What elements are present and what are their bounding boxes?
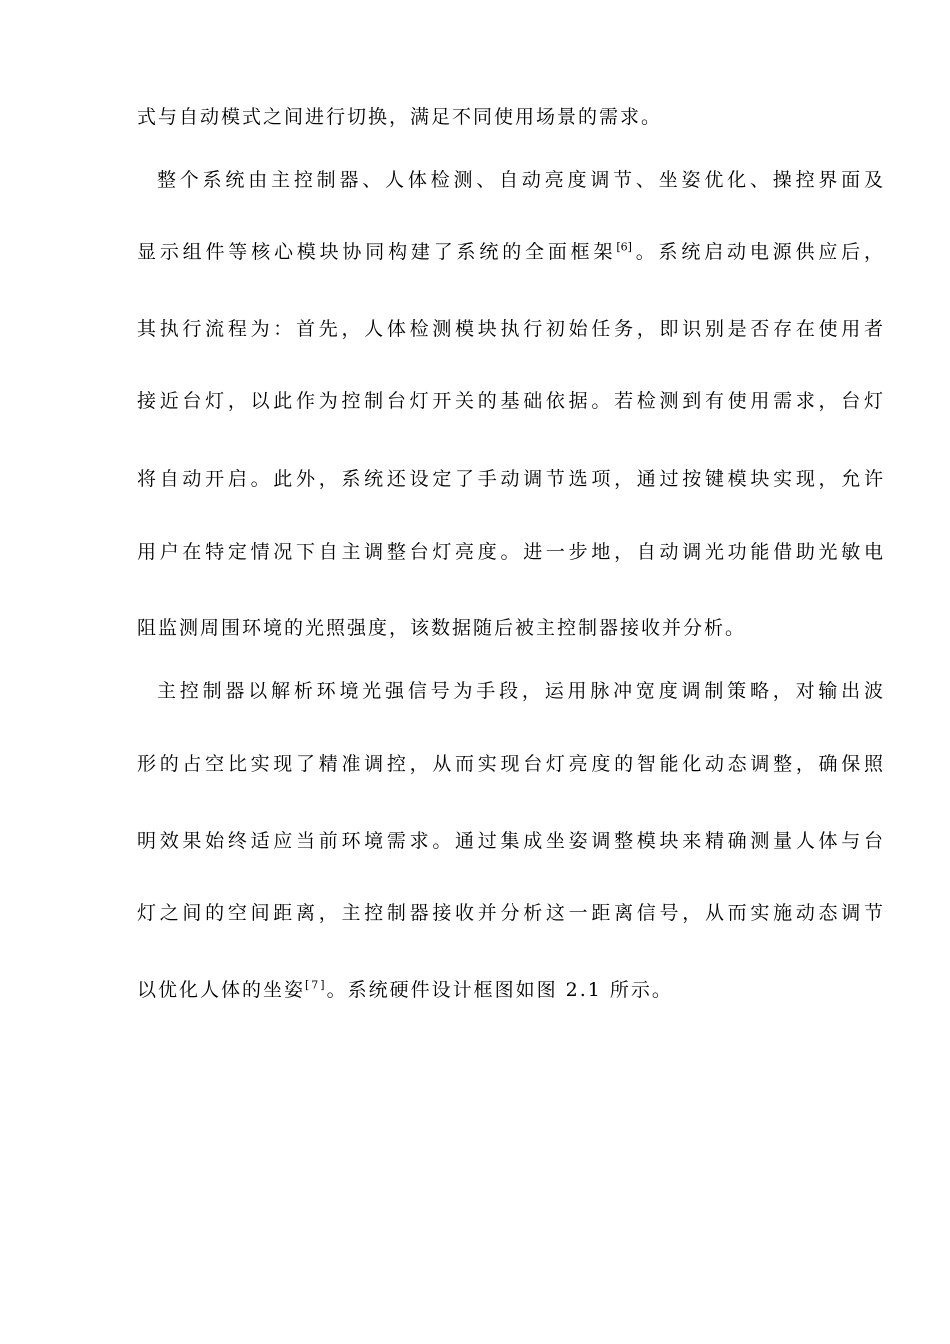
line-text: 以优化人体的坐姿 xyxy=(137,979,306,1001)
paragraph-line: 式与自动模式之间进行切换，满足不同使用场景的需求。 xyxy=(137,106,663,128)
line-text: 。系统启动电源供应后， xyxy=(631,241,883,263)
paragraph-line xyxy=(137,237,883,267)
paragraph-line xyxy=(137,975,883,1005)
line-text: 显示组件等核心模块协同构建了系统的全面框架 xyxy=(137,241,617,263)
paragraph-line: 主控制器以解析环境光强信号为手段，运用脉冲宽度调制策略，对输出波 xyxy=(157,680,883,702)
paragraph-line: 其执行流程为：首先，人体检测模块执行初始任务，即识别是否存在使用者 xyxy=(137,318,883,340)
line-text: 。系统硬件设计框图如图 2.1 所示。 xyxy=(326,979,673,1001)
paragraph-line: 接近台灯，以此作为控制台灯开关的基础依据。若检测到有使用需求，台灯 xyxy=(137,390,883,412)
paragraph-line: 整个系统由主控制器、人体检测、自动亮度调节、坐姿优化、操控界面及 xyxy=(157,169,883,191)
paragraph-line: 将自动开启。此外，系统还设定了手动调节选项，通过按键模块实现，允许 xyxy=(137,468,883,490)
paragraph-line: 阻监测周围环境的光照强度，该数据随后被主控制器接收并分析。 xyxy=(137,617,747,639)
paragraph-line: 形的占空比实现了精准调控，从而实现台灯亮度的智能化动态调整，确保照 xyxy=(137,753,883,775)
citation-ref: [7] xyxy=(305,978,327,992)
citation-ref: [6] xyxy=(616,240,632,254)
paragraph-line: 灯之间的空间距离，主控制器接收并分析这一距离信号，从而实施动态调节 xyxy=(137,902,883,924)
paragraph-line: 用户在特定情况下自主调整台灯亮度。进一步地，自动调光功能借助光敏电 xyxy=(137,541,883,563)
paragraph-line: 明效果始终适应当前环境需求。通过集成坐姿调整模块来精确测量人体与台 xyxy=(137,830,883,852)
